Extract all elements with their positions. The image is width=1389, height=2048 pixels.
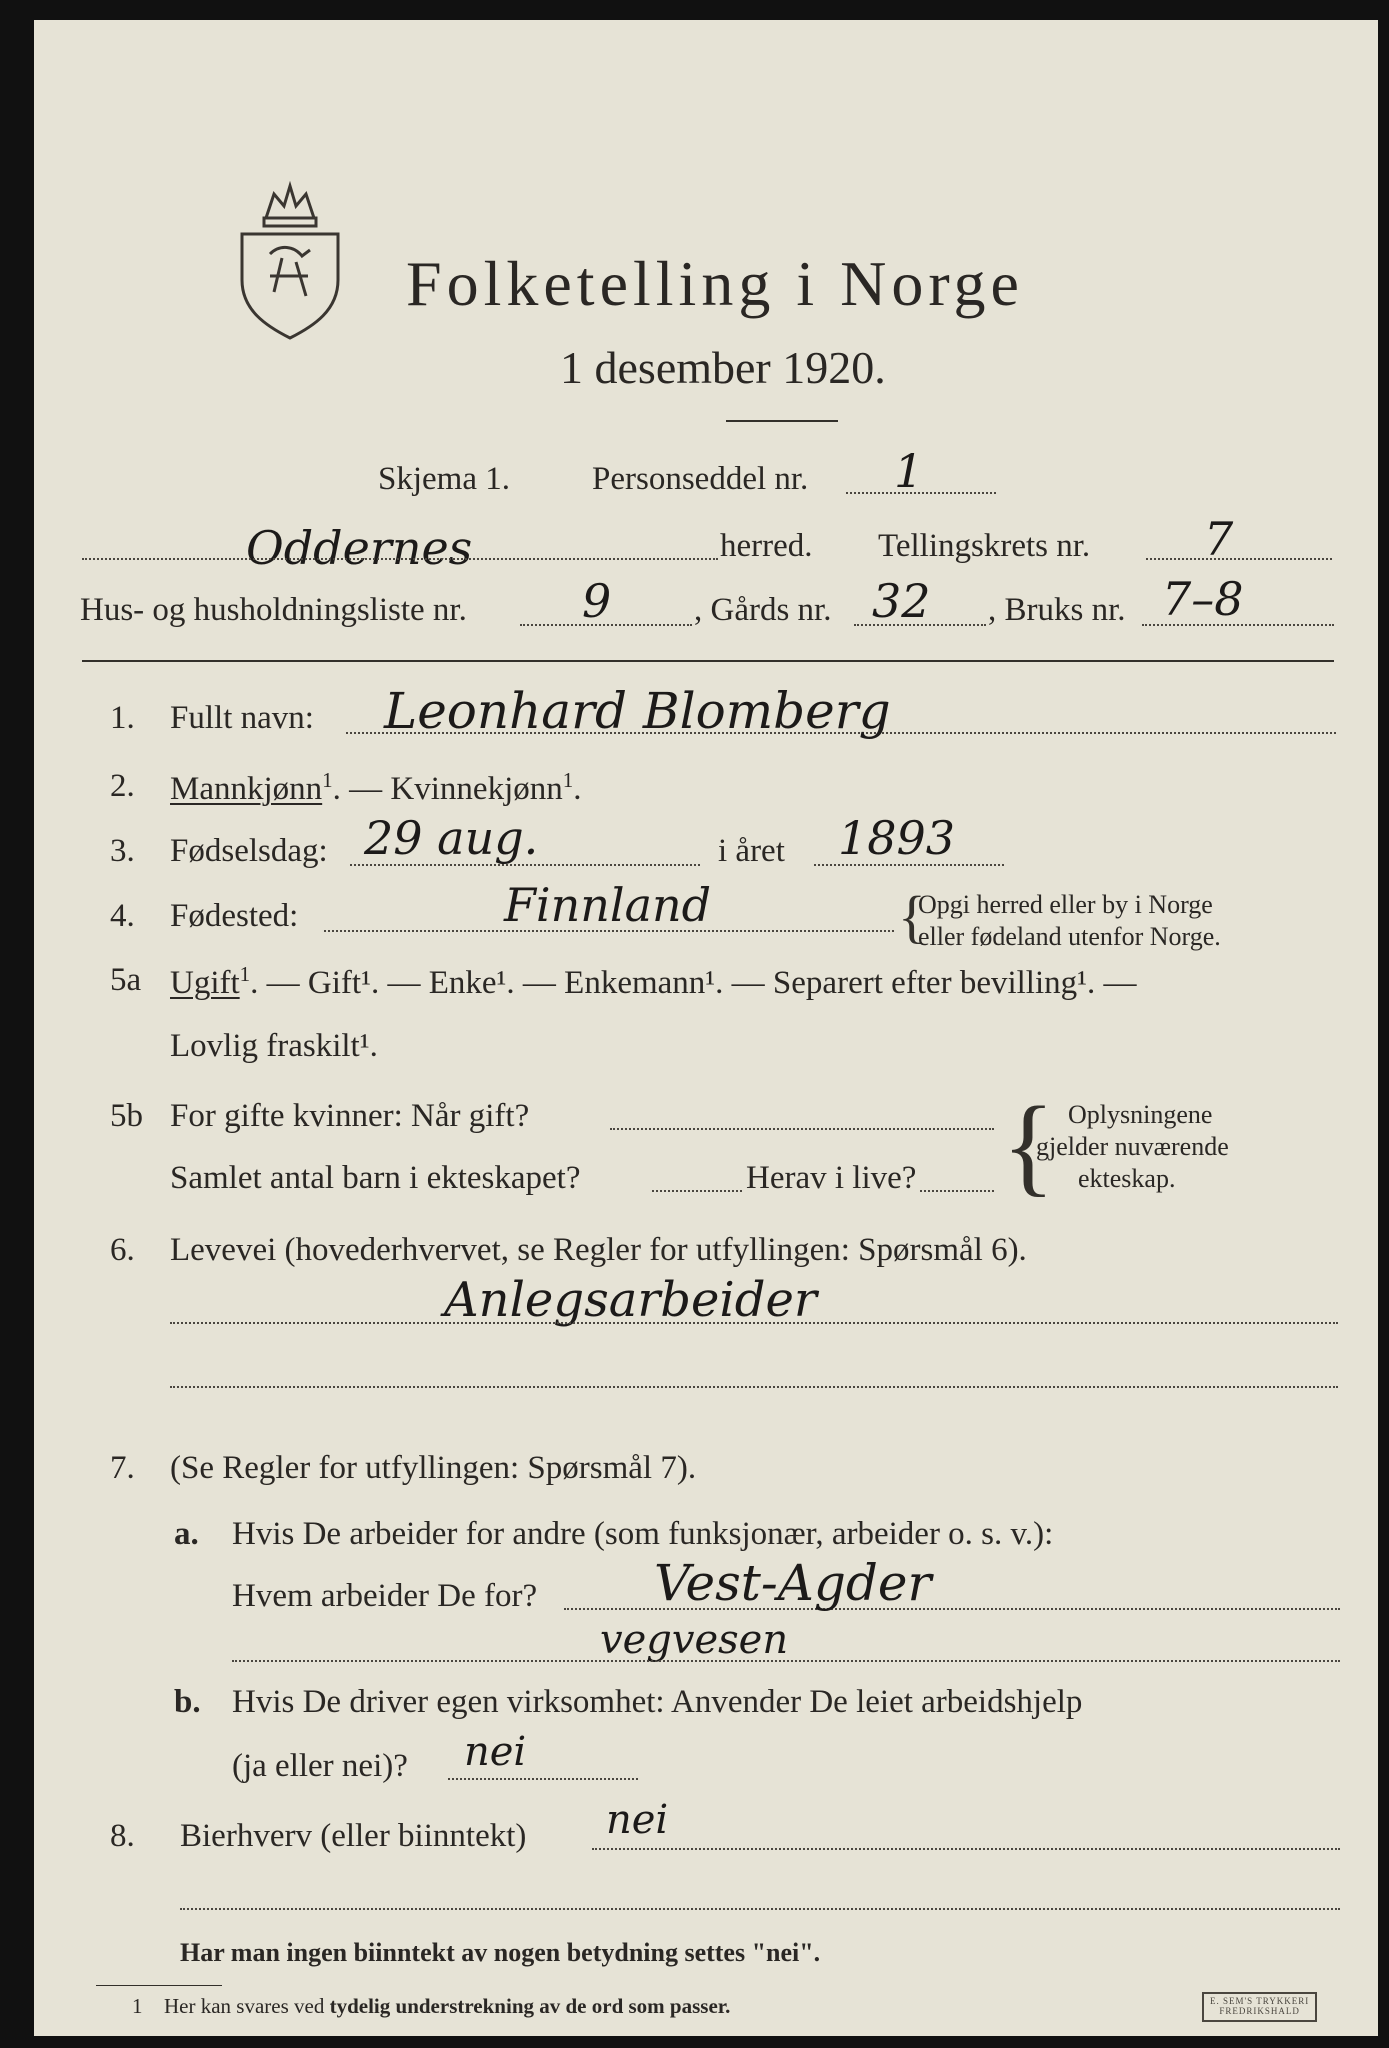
- skjema-label: Skjema 1.: [378, 461, 510, 497]
- q7b-letter: b.: [174, 1684, 201, 1720]
- q7a-line2: Hvem arbeider De for?: [232, 1578, 538, 1614]
- footnote-text: Her kan svares ved tydelig understrekning av de ord som passer.: [164, 1994, 731, 2018]
- section-divider: [82, 660, 1334, 662]
- census-form-sheet: [34, 20, 1378, 2036]
- herred-value[interactable]: Oddernes: [246, 521, 473, 575]
- occupation-line-2: [170, 1386, 1338, 1388]
- q7-number: 7.: [110, 1450, 135, 1486]
- birthday-value[interactable]: 29 aug.: [364, 811, 539, 865]
- q5b-line1: For gifte kvinner: Når gift?: [170, 1098, 530, 1134]
- option-male[interactable]: Mannkjønn: [170, 771, 323, 807]
- q4-note-line2: eller fødeland utenfor Norge.: [918, 922, 1221, 951]
- side-income-line-1: [592, 1848, 1340, 1850]
- footnote-rule: [96, 1985, 222, 1986]
- option-female[interactable]: Kvinnekjønn: [390, 771, 563, 807]
- employer-value-1[interactable]: Vest-Agder: [654, 1554, 932, 1612]
- footer-note: Har man ingen biinntekt av nogen betydning settes "nei".: [180, 1938, 821, 1967]
- q8-number: 8.: [110, 1818, 135, 1854]
- q5b-herav: Herav i live?: [746, 1160, 917, 1196]
- q8-label: Bierhverv (eller biinntekt): [180, 1818, 527, 1854]
- q5b-note2: gjelder nuværende: [1036, 1132, 1229, 1161]
- gards-value[interactable]: 32: [872, 574, 931, 628]
- bruks-label: , Bruks nr.: [988, 592, 1126, 628]
- personseddel-label: Personseddel nr.: [592, 461, 809, 497]
- birth-year-value[interactable]: 1893: [838, 811, 956, 865]
- q1-label: Fullt navn:: [170, 700, 314, 736]
- q5b-note3: ekteskap.: [1078, 1164, 1176, 1193]
- footnote-number: 1: [132, 1994, 143, 2018]
- option-ugift[interactable]: Ugift: [170, 965, 240, 1001]
- husliste-value[interactable]: 9: [582, 574, 612, 628]
- q5b-brace: {: [1002, 1084, 1055, 1206]
- tellingskrets-line: [1146, 558, 1332, 560]
- q5a-options: Ugift$^1$. — Gift¹. — Enke¹. — Enkemann¹. — Separert efter bevilling¹. —: [170, 962, 1137, 1001]
- printer-stamp: E. SEM'S TRYKKERI FREDRIKSHALD: [1202, 1992, 1317, 2022]
- side-income-value[interactable]: nei: [606, 1797, 669, 1843]
- bruks-value[interactable]: 7–8: [1162, 572, 1244, 626]
- hired-help-value[interactable]: nei: [464, 1729, 527, 1775]
- herred-label: herred.: [720, 528, 813, 564]
- hired-help-line: [448, 1778, 638, 1780]
- q7-label: (Se Regler for utfyllingen: Spørsmål 7).: [170, 1450, 697, 1486]
- employer-line-2: [232, 1660, 1340, 1662]
- q5b-number: 5b: [110, 1098, 143, 1134]
- q2-options: Mannkjønn$^1$. — Kvinnekjønn$^1$.: [170, 768, 582, 807]
- q7a-line1: Hvis De arbeider for andre (som funksjonær, arbeider o. s. v.):: [232, 1516, 1054, 1552]
- tellingskrets-label: Tellingskrets nr.: [878, 528, 1091, 564]
- title-divider: [726, 420, 838, 422]
- q6-label: Levevei (hovederhvervet, se Regler for utfyllingen: Spørsmål 6).: [170, 1232, 1027, 1268]
- alive-line: [920, 1190, 994, 1192]
- q2-number: 2.: [110, 768, 135, 804]
- q1-number: 1.: [110, 700, 135, 736]
- occupation-value[interactable]: Anlegsarbeider: [444, 1272, 817, 1328]
- q3-label: Fødselsdag:: [170, 833, 328, 869]
- husliste-label: Hus- og husholdningsliste nr.: [80, 592, 467, 628]
- q6-number: 6.: [110, 1232, 135, 1268]
- q5b-line2: Samlet antal barn i ekteskapet?: [170, 1160, 581, 1196]
- gards-label: , Gårds nr.: [694, 592, 832, 628]
- q4-label: Fødested:: [170, 898, 299, 934]
- employer-value-2[interactable]: vegvesen: [600, 1617, 789, 1663]
- personseddel-value[interactable]: 1: [894, 444, 924, 498]
- q7b-line2: (ja eller nei)?: [232, 1748, 408, 1784]
- year-label: i året: [718, 833, 785, 869]
- q5a-number: 5a: [110, 962, 142, 998]
- q7b-line1: Hvis De driver egen virksomhet: Anvender De leiet arbeidshjelp: [232, 1684, 1083, 1720]
- q7a-letter: a.: [174, 1516, 199, 1552]
- q4-brace: {: [898, 884, 926, 949]
- q5a-line2: Lovlig fraskilt¹.: [170, 1028, 378, 1064]
- form-date: 1 desember 1920.: [560, 342, 886, 393]
- q4-note-line1: Opgi herred eller by i Norge: [918, 890, 1213, 919]
- full-name-value[interactable]: Leonhard Blomberg: [384, 682, 891, 740]
- q4-number: 4.: [110, 898, 135, 934]
- q5b-note1: Oplysningene: [1068, 1100, 1213, 1129]
- side-income-line-2: [180, 1908, 1340, 1910]
- coat-of-arms-icon: [236, 180, 344, 340]
- form-title: Folketelling i Norge: [406, 248, 1024, 319]
- q3-number: 3.: [110, 833, 135, 869]
- tellingskrets-value[interactable]: 7: [1204, 512, 1234, 566]
- married-when-line: [610, 1128, 994, 1130]
- occupation-line-1: [170, 1322, 1338, 1324]
- children-line: [652, 1190, 742, 1192]
- birthplace-value[interactable]: Finnland: [504, 878, 712, 932]
- herred-line: [82, 558, 718, 560]
